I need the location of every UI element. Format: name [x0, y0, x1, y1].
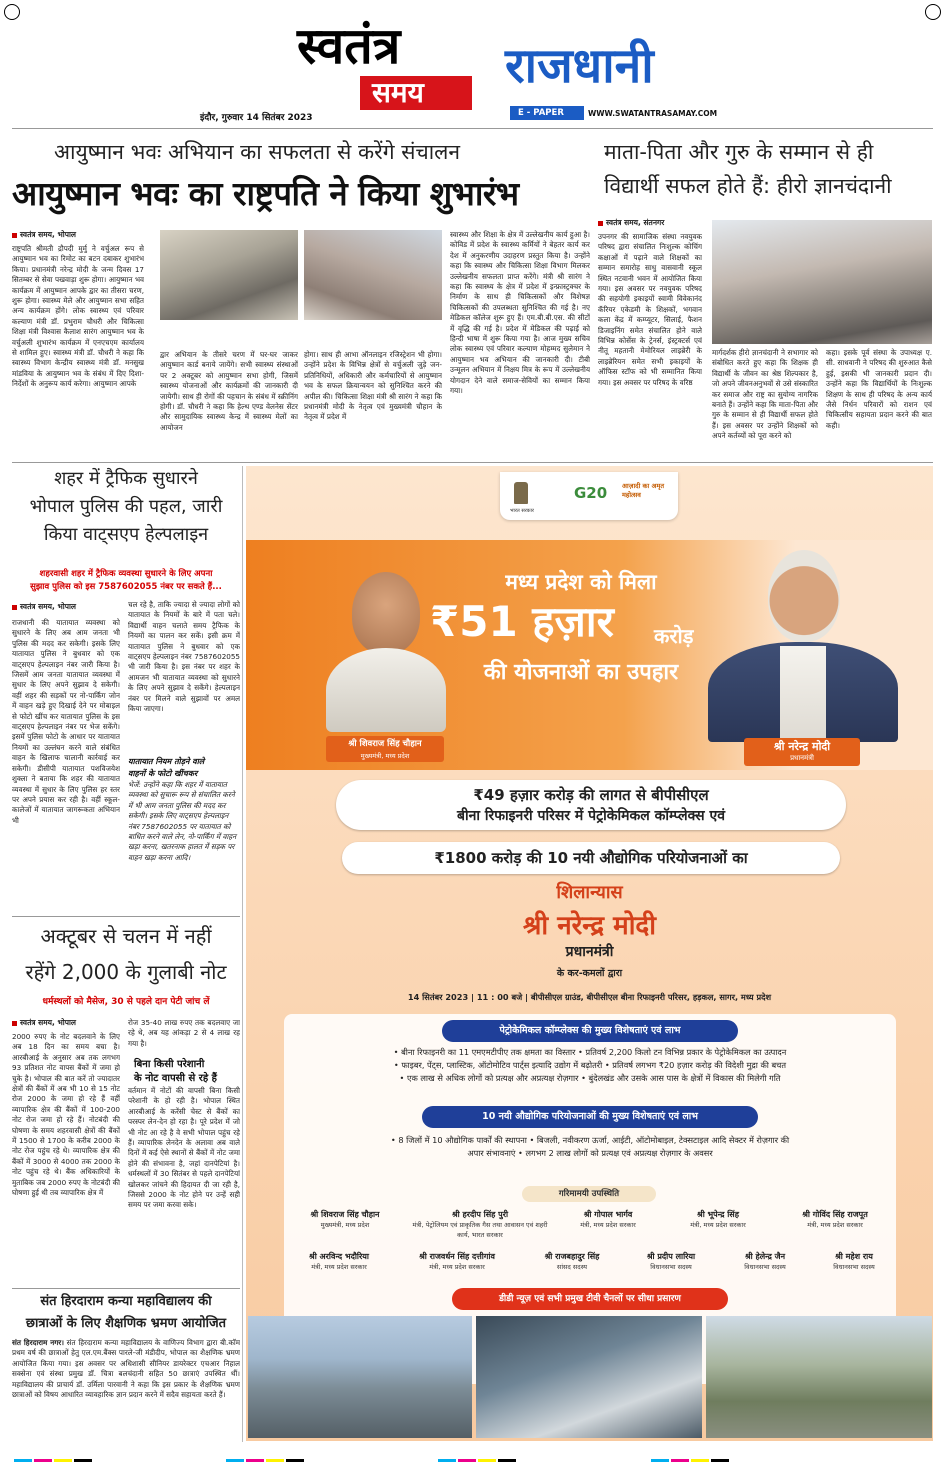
note-column-2-top: रोज 35-40 लाख रुपए तक बदलवाए जा रहे थे, अब यह आंकड़ा 2 से 4 लाख रह गया है।	[128, 1018, 240, 1048]
guest-govind: श्री गोविंद सिंह राजपूत मंत्री, मध्य प्रदेश सरकार	[802, 1210, 868, 1229]
traffic-story	[12, 466, 240, 912]
cm-role: मुख्यमंत्री, मध्य प्रदेश	[360, 752, 410, 760]
masthead-divider	[12, 128, 933, 129]
note-deck: धर्मस्थलों को मैसेज, 30 से पहले दान पेटी जांच लें	[42, 997, 210, 1007]
college-body	[12, 1338, 240, 1434]
teacher-headline-line2: विद्यार्थी सफल होते हैं: हीरो ज्ञानचंदानी	[604, 174, 892, 198]
college-headline-line1: संत हिरदाराम कन्या महाविद्यालय की	[40, 1294, 212, 1309]
guest-helendra: श्री हेलेन्द्र जैन विधानसभा सदस्य	[744, 1252, 786, 1271]
ad-photo-plant-1	[248, 1316, 472, 1438]
section1-bullet-row-1: • बीना रिफाइनरी का 11 एमएमटीपीए तक क्षमता का विस्तार • प्रतिवर्ष 2,200 किलो टन विभिन्न प्रकार के पेट्रोकेमिकल का उत्पादन	[393, 1047, 787, 1057]
note-story	[12, 920, 240, 1286]
traffic-headline-line2: भोपाल पुलिस की पहल, जारी	[29, 496, 223, 517]
edition-title: राजधानी	[505, 38, 654, 94]
cm-portrait-head	[352, 572, 420, 654]
section1-bullet-row-3: • एक लाख से अधिक लोगों को प्रत्यक्ष और अप्रत्यक्ष रोज़गार • बुंदेलखंड और उसके आस पास के क्षेत्रों में विकास की मिलेगी गति	[399, 1073, 781, 1083]
ad-photo-control-room	[476, 1316, 702, 1438]
note-column-1: 2000 रुपए के नोट बदलवाने के लिए अब 18 दिन का समय बचा है। आरबीआई के अनुसार अब तक लगभग 93 प्रतिशत नोट वापस बैंकों में जमा हो चुके है। भोपाल की बात करें तो ज्यादातर क्षेत्रों की बैंकों में अब भी 10 से 15 नोट रोज 2000 के जमा हो रहे हैं वहीं व्यापारिक क्षेत्र की बैंकों में 100-200 नोट रोज जमा हो रहे हैं। नोटबंदी की घोषणा के समय शहरवासी क्षेत्रों की बैंकों में 1500 से 1700 के करीब 2000 के नोट रोज पहुंच रहे थे। व्यापारिक क्षेत्र की बैंकों में 3000 से 4000 तक 2000 के नोट पहुंच रहे थे। बैंक अधिकारियों के मुताबिक जब 2000 रुपए के नोटबंदी की घोषणा हुई थी तब व्यापारिक क्षेत्र में	[12, 1032, 120, 1198]
guests-row-2	[286, 1252, 894, 1282]
shilanyas-by-hands: के कर-कमलों द्वारा	[556, 968, 623, 979]
note-subhead-line1: बिना किसी परेशानी	[134, 1059, 205, 1070]
traffic-divider	[12, 916, 240, 917]
pm-name: श्री नरेन्द्र मोदी	[773, 740, 831, 753]
cm-name: श्री शिवराज सिंह चौहान	[348, 739, 422, 749]
paper-name-line1: स्वतंत्र	[297, 16, 401, 75]
ad-pill-refinery	[336, 780, 846, 830]
pm-role: प्रधानमंत्री	[790, 754, 814, 762]
pill-refinery-line2: बीना रिफाइनरी परिसर में पेट्रोकेमिकल कॉम्प्लेक्स एवं	[457, 808, 725, 824]
traffic-byline: स्वतंत्र समय, भोपाल	[12, 602, 76, 612]
lead-column-2: द्वार अभियान के तीसरे चरण में घर-घर जाकर आयुष्मान कार्ड बनाये जायेंगे। सभी स्वास्थ्य संस्थाओं पर 2 अक्टूबर को आयुष्मान सभा होगी, जिसमें स्वास्थ्य योजनाओं और कार्यक्रमों की जानकारी दी जायेगी। साथ ही रोगों की पहचान के संबंध में स्क्रीनिंग होगी। डॉ. चौधरी ने कहा कि हेल्थ एण्ड वेलनेस सेंटर और सामुदायिक स्वास्थ्य केन्द्र में स्वास्थ्य मेलों का आयोजन	[160, 350, 298, 432]
college-headline-line2: छात्राओं के लिए शैक्षणिक भ्रमण आयोजित	[25, 1316, 227, 1331]
college-body-text: संत हिरदाराम कन्या महाविद्यालय के वाणिज्य विभाग द्वारा बी.कॉम प्रथम वर्ष की छात्राओं हेतु एल.एम.बैंक्स पारले-जी मंडीदीप, भोपाल का शैक्षणिक भ्रमण आयोजित किया गया। इस अवसर पर अधिशासी सीनियर डायरेक्टर एचआर निहाल सक्सेना एवं संस्था प्रमुख डॉ. चित्रा बलचंदानी सहित 50 छात्राएं उपस्थित थीं। महाविद्यालय की प्राचार्य डॉ. उर्मिला पारवानी ने कहा कि इस प्रकार के शैक्षणिक भ्रमण छात्राओं को विषय आधारित व्यावहारिक ज्ञान प्रदान करने में सदैव सहायता करते हैं।	[12, 1338, 240, 1400]
broadcast-text: डीडी न्यूज़ एवं सभी प्रमुख टीवी चैनलों पर सीधा प्रसारण	[499, 1294, 681, 1304]
guest-arvind: श्री अरविन्द भदौरिया मंत्री, मध्य प्रदेश सरकार	[309, 1252, 369, 1271]
pill-projects-text: ₹1800 करोड़ की 10 नयी औद्योगिक परियोजनाओं का	[434, 849, 748, 867]
bpcl-advertisement	[246, 466, 933, 1441]
ad-amount: ₹51 हज़ार	[430, 597, 614, 646]
cm-portrait-body	[326, 648, 446, 732]
lead-photo-meeting	[160, 230, 298, 320]
note-subhead-line2: के नोट वापसी से रहे हैं	[134, 1073, 217, 1084]
traffic-column-2: चल रहे है, ताकि ज्यादा से ज्यादा लोगों को यातायात के नियमों के बारे में पता चले। विद्यार्थी वाहन चलाते समय ट्रैफिक के नियमों का पालन कर सकें। इसी क्रम में यातायात पुलिस ने बुधवार को एक वाट्सएप हेल्पलाइन नंबर 7587602055 भी जारी किया है। इस नंबर पर शहर के आमजन भी यातायात व्यवस्था को सुधारने के लिए अपने सुझाव दे सकेंगे। हेल्पलाइन नंबर पर मिलने वाले सुझावों पर अमल किया जाएगा।	[128, 600, 240, 714]
logo-text-amrit: आज़ादी का अमृत महोत्सव	[622, 482, 665, 499]
section2-title: 10 नयी औद्योगिक परियोजनाओं की मुख्य विशेषताएं एवं लाभ	[422, 1106, 758, 1128]
teacher-headline-line1: माता-पिता और गुरु के सम्मान से ही	[604, 140, 874, 164]
shilanyas-label: शिलान्यास	[556, 882, 623, 903]
traffic-deck-line1: शहरवासी शहर में ट्रैफिक व्यवस्था सुधारने के लिए अपना	[39, 569, 213, 579]
ad-headline-line3: की योजनाओं का उपहार	[483, 660, 679, 685]
guests-title: गरिमामयी उपस्थिति	[558, 1189, 620, 1199]
traffic-headline-line3: किया वाट्सएप हेल्पलाइन	[43, 524, 209, 545]
cm-portrait	[326, 564, 446, 732]
pm-portrait-kurta	[780, 646, 826, 742]
lead-headline: आयुष्मान भवः का राष्ट्रपति ने किया शुभारंभ	[12, 174, 519, 213]
logo-text-g20: G20	[574, 484, 608, 502]
shilanyas-name: श्री नरेन्द्र मोदी	[523, 911, 656, 941]
print-color-bar	[14, 1452, 934, 1462]
traffic-column-1: राजधानी की यातायात व्यवस्था को सुधारने के लिए अब आम जनता भी पुलिस की मदद कर सकेगी। इसके लिए यातायात पुलिस ने बुधवार को एक वाट्सएप हेल्पलाइन नंबर जारी किया है। जिसमें आम जनता यातायात व्यवस्था में सुधार के लिए अपने सुझाव दे सकेगी। वहीं शहर की सड़कों पर नो-पार्किंग जोन में वाहन खड़े हुए दिखाई देने पर मोबाइल से फोटो खींच कर यातायात पुलिस के इस वाट्सएप हेल्पलाइन नंबर पर भेज सकेंगे। इसमें पुलिस फोटो के आधार पर यातायात नियमों का उल्लंघन करने वाले संबंधित वाहन के खिलाफ चालानी कार्रवाई कर सकेगी। डीसीपी यातायात पशविजयेश शुक्ला ने बताया कि शहर की यातायात व्यवस्था में सुधार के लिए पुलिस हर स्तर पर अपने प्रयास कर रही है। वहीं स्कूल-कालेजों में यातायात जागरूकता अभियान भी	[12, 618, 120, 825]
ad-photo-plant-aerial	[706, 1316, 932, 1438]
paper-name-line2: समय	[372, 76, 424, 109]
ad-headline-line1: मध्य प्रदेश को मिला	[505, 570, 657, 594]
note-headline-line2: रहेंगे 2,000 के गुलाबी नोट	[25, 960, 227, 984]
teacher-photo-award	[712, 220, 932, 344]
college-byline: संत हिरदाराम नगर।	[12, 1338, 64, 1347]
lead-story	[12, 132, 594, 462]
registration-mark-icon	[925, 4, 941, 20]
lead-column-4: स्वास्थ्य और शिक्षा के क्षेत्र में उल्लेखनीय कार्य हुआ है। कोविड में प्रदेश के स्वास्थ्य कर्मियों ने बेहतर कार्य कर देश में अनुकरणीय उदाहरण प्रस्तुत किया है। उन्होंने कहा कि स्वास्थ्य और चिकित्सा शिक्षा विभाग मिलकर उल्लेखनीय सफलता प्राप्त करेंगे। मंत्री श्री सारंग ने कहा कि स्वास्थ्य के क्षेत्र में प्रदेश में इन्फ्रास्ट्रक्चर के निर्माण के साथ ही चिकित्सकों और विशेषज्ञ चिकित्सकों की उपलब्धता सुनिश्चित की गई है। नए मेडिकल कॉलेज शुरू हुए हैं। एम.बी.बी.एस. की सीटों में वृद्धि की गई है। प्रदेश में मेडिकल की पढ़ाई को हिन्दी भाषा में शुरू किया गया है। आज मुख्य सचिव लोक स्वास्थ्य एवं परिवार कल्याण मोहम्मद सुलेमान ने आयुष्मान भव अभियान की जानकारी दी। टीबी उन्मूलन अभियान में निक्षय मित्र के रूप में उल्लेखनीय योगदान देने वाले समाज-सेवियों का सम्मान किया गया।	[450, 230, 590, 396]
guest-mahesh: श्री महेश राय विधानसभा सदस्य	[833, 1252, 875, 1271]
teacher-column-1: उपनगर की सामाजिक संस्था नवयुवक परिषद द्वारा संचालित निःशुल्क कोचिंग कक्षाओं में पढ़ाने वाले शिक्षकों का सम्मान समारोह साधु वासवानी स्कूल स्थित नटवानी भवन में आयोजित किया गया। इस अवसर पर नवयुवक परिषद की सहयोगी इकाइयों स्वामी विवेकानंद कॅरियर एकेडमी के शिक्षकों, भगवान कला केंद्र में कम्प्यूटर, सिलाई, फैशन डिजाइनिंग समेत संचालित होने वाले विभिन्न कोर्सेस के ट्रेनर्स, इंस्ट्रक्टर्स एवं नीतू महतानी मेमोरियल लाइब्रेरी के लाइब्रेरियन समेत सभी इकाइयों के ऑफिस स्टॉफ को भी सम्मानित किया गया। इस अवसर पर परिषद के वरिष्ठ	[598, 232, 702, 387]
section1-bullets	[290, 1046, 890, 1085]
guest-gopal: श्री गोपाल भार्गव मंत्री, मध्य प्रदेश सरकार	[580, 1210, 636, 1229]
note-headline-line1: अक्टूबर से चलन में नहीं	[40, 924, 212, 948]
emblem-icon	[514, 482, 528, 504]
dateline: इंदौर, गुरुवार 14 सितंबर 2023	[200, 113, 313, 123]
section2-bullet-row-1: • 8 जिलों में 10 औद्योगिक पार्कों की स्थापना • बिजली, नवीकरण ऊर्जा, आईटी, ऑटोमोबाइल, टेक्सटाइल आदि सेक्टर में रोज़गार की	[390, 1135, 790, 1145]
section1-bullet-row-2: • फाइबर, पेंट्स, प्लास्टिक, ऑटोमोटिव पार्ट्स इत्यादि उद्योग में बढ़ोतरी • प्रतिवर्ष लगभग ₹20 हज़ार करोड़ की विदेशी मुद्रा की बचत	[393, 1060, 787, 1070]
pm-portrait	[708, 546, 898, 742]
teacher-byline: स्वतंत्र समय, संतनगर	[598, 218, 664, 228]
guests-row-1	[286, 1210, 894, 1244]
section-divider	[12, 462, 933, 463]
lead-kicker: आयुष्मान भवः अभियान का सफलता से करेंगे संचालन	[54, 140, 461, 164]
shilanyas-role: प्रधानमंत्री	[565, 944, 614, 960]
traffic-subhead-line1: यातायात नियम तोड़ने वाले	[128, 757, 205, 766]
traffic-deck-line2: सुझाव पुलिस को इस 7587602055 नंबर पर सकते हैं...	[30, 582, 222, 592]
note-byline: स्वतंत्र समय, भोपाल	[12, 1018, 76, 1028]
pill-refinery-line1: ₹49 हज़ार करोड़ की लागत से बीपीसीएल	[473, 786, 709, 804]
guest-pradeep: श्री प्रदीप लारिया विधानसभा सदस्य	[646, 1252, 696, 1271]
lead-column-1: राष्ट्रपति श्रीमती द्रौपदी मुर्मु ने वर्चुअल रूप से आयुष्मान भव का रिमोट का बटन दबाकर शुभारंभ किया। प्रधानमंत्री नरेन्द्र मोदी के जन्म दिवस 17 सितम्बर से सेवा पखवाड़ा शुरू होगा। आयुष्मान भव कार्यक्रम में आयुष्मान आपके द्वार का तीसरा चरण, शुरू होगा। स्वास्थ्य मेले और आयुष्मान सभा सहित अन्य कार्यक्रम होंगे। लोक स्वास्थ्य एवं परिवार कल्याण मंत्री डॉ. प्रभुराम चौधरी और चिकित्सा शिक्षा मंत्री विश्वास कैलाश सारंग आयुष्मान भव के वर्चुअली शुभारंभ कार्यक्रम में एनएचएम कार्यालय से शामिल हुए। स्वास्थ्य मंत्री डॉ. चौधरी ने कहा कि स्वास्थ्य विभाग केन्द्रीय स्वास्थ्य मंत्री डॉ. मनसुख मांडविया के आयुष्मान भव के संबंध में दिए दिशा-निर्देशों के अनुरूप कार्य करेगा। आयुष्मान आपके	[12, 244, 144, 389]
guest-rajbahadur: श्री राजबहादुर सिंह सांसद सदस्य	[544, 1252, 600, 1271]
traffic-subhead-line2: वाहनों के फोटो खींचकर	[128, 769, 198, 778]
section2-bullet-row-2: अपार संभावनाएं • लगभग 2 लाख लोगों को प्रत्यक्ष एवं अप्रत्यक्ष रोज़गार के अवसर	[467, 1148, 713, 1158]
event-details: 14 सितंबर 2023 | 11 : 00 बजे | बीपीसीएल ग्राउंड, बीपीसीएल बीना रिफाइनरी परिसर, हड़कल, सागर, मध्य प्रदेश	[407, 992, 772, 1002]
guest-bhupendra: श्री भूपेन्द्र सिंह मंत्री, मध्य प्रदेश सरकार	[690, 1210, 746, 1229]
teacher-story	[598, 132, 933, 462]
ad-amount-suffix: करोड़	[654, 624, 694, 648]
traffic-headline-line1: शहर में ट्रैफिक सुधारने	[54, 468, 198, 489]
website[interactable]: WWW.SWATANTRASAMAY.COM	[588, 109, 718, 118]
registration-mark-icon	[4, 4, 20, 20]
lead-column-3: होगा। साथ ही आभा ऑनलाइन रजिस्ट्रेशन भी होगा। उन्होंने प्रदेश के विभिन्न क्षेत्रों से वर्चुअली जुड़े जन-प्रतिनिधियों, अधिकारी और कर्मचारियों से आयुष्मान भव के सफल क्रियान्वयन को सुनिश्चित करने की अपील की। चिकित्सा शिक्षा मंत्री श्री सारंग ने कहा कि प्रधानमंत्री मोदी के नेतृत्व एवं मुख्यमंत्री चौहान के नेतृत्व में प्रदेश में	[304, 350, 442, 422]
traffic-italic-text: भेजें: उन्होंने कहा कि शहर में यातायात व्यवस्था को सुचारू रूप से संचालित करने में भी आम जनता पुलिस की मदद कर सकेगी। इसके लिए वाट्सएप हेल्पलाइन नंबर 7587602055 पर यातायात को बाधित करने वाले लेन, नो-पार्किंग में वाहन खड़ा करना, खतरनाक हालत में सड़क पर वाहन खड़ा करना आदि।	[128, 780, 237, 862]
section2-bullets	[290, 1134, 890, 1160]
lead-photo-ministers	[304, 230, 442, 320]
section1-title: पेट्रोकेमिकल कॉम्प्लेक्स की मुख्य विशेषताएं एवं लाभ	[442, 1020, 738, 1042]
note-column-2-bottom: वर्तमान में नोटों की वापसी बिना किसी परेशानी के हो रही है। भोपाल स्थित आरबीआई के करेंसी चेस्ट से बैंकों का परस्पर लेन-देन हो रहा है। पूरे प्रदेश में जो भी नोट आ रहे है वे सभी भोपाल पहुंच रहे हैं। व्यापारिक लेनदेन के अलावा अब वाले दिनों में कई ऐसे स्थानों से बैंकों में नोट जमा होने की संभावना है, जहां दानपेटियां है। धर्मस्थलों में 30 सितंबर से पहले दानपेटियां खोलकर जांचने की हिदायत दी जा रही है, जिससे 2000 के नोट होने पर उन्हें सही समय पर जमा करवा सके।	[128, 1086, 240, 1210]
guest-shivraj: श्री शिवराज सिंह चौहान मुख्यमंत्री, मध्य प्रदेश	[310, 1210, 380, 1229]
ad-pill-projects	[342, 842, 840, 874]
ad-logo-strip	[500, 472, 678, 520]
logo-text-govt: भारत सरकार	[510, 508, 534, 514]
pm-portrait-hair	[768, 550, 840, 642]
guest-hardeep: श्री हरदीप सिंह पुरी मंत्री, पेट्रोलियम एवं प्राकृतिक गैस तथा आवासन एवं शहरी कार्य, भारत सरकार	[412, 1210, 548, 1239]
note-divider	[12, 1288, 240, 1289]
masthead	[0, 0, 945, 132]
college-story	[12, 1292, 240, 1442]
column-divider	[242, 466, 243, 1442]
guest-rajvardhan: श्री राजवर्धन सिंह दत्तीगांव मंत्री, मध्य प्रदेश सरकार	[419, 1252, 495, 1271]
epaper-label: E - PAPER	[510, 106, 584, 120]
teacher-column-3: कहा। इसके पूर्व संस्था के उपाध्यक्ष ए. सी. साधवानी ने परिषद की शुरुआत कैसे हुई, इसकी भी जानकारी प्रदान दी। उन्होंने कहा कि विद्यार्थियों के निःशुल्क शिक्षण के साथ ही परिषद के अन्य कार्य जैसे निर्धन परिवारों को राशन एवं चिकित्सीय सहायता प्रदान करने की बात कही।	[826, 348, 932, 430]
teacher-column-2: मार्गदर्शक हीरो ज्ञानचंदानी ने सभागार को संबोधित करते हुए कहा कि शिक्षक ही विद्यार्थी के जीवन का श्रेष्ठ शिल्पकार है, जो अपने जीवनअनुभवों से उसे संस्कारित कर समाज और राष्ट्र का सुयोग्य नागरिक बनाते हैं। उन्होंने कहा कि माता-पिता और गुरु के सम्मान से ही विद्यार्थी सफल होते हैं। इस अवसर पर उन्होंने शिक्षकों को अपने कर्तव्यों को पूरा करने को	[712, 348, 818, 441]
lead-byline: स्वतंत्र समय, भोपाल	[12, 230, 76, 240]
